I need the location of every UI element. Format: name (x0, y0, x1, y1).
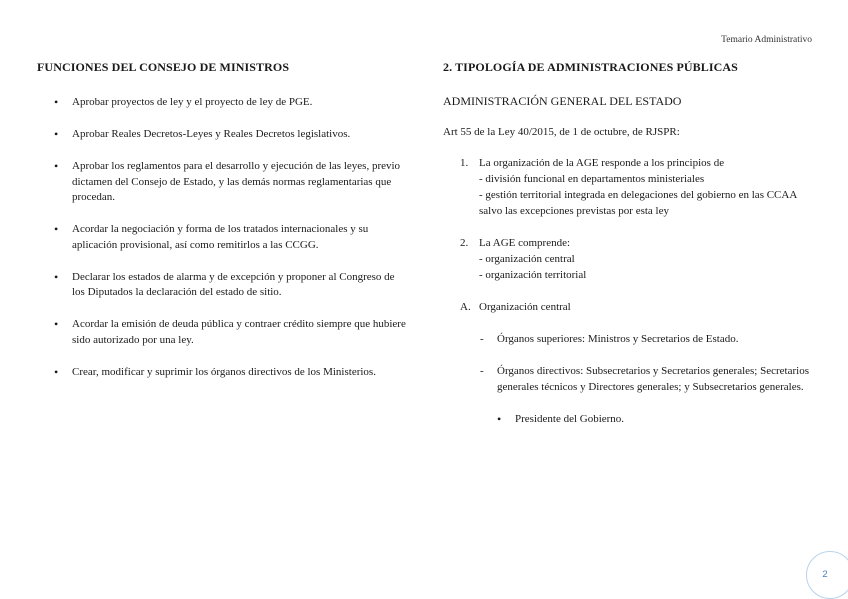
item-line: - gestión territorial integrada en delegaciones del gobierno en las CCAA (479, 189, 798, 201)
item-line: salvo las excepciones previstas por esta ley (479, 205, 669, 217)
item-marker: 2. (460, 237, 469, 249)
sub-list-item: • Presidente del Gobierno. (443, 411, 813, 427)
running-header: Temario Administrativo (721, 35, 812, 45)
list-item: • Crear, modificar y suprimir los órganos directivos de los Ministerios. (37, 365, 407, 381)
page-number: 2 (822, 569, 828, 580)
item-line: - división funcional en departamentos ministeriales (479, 173, 705, 185)
item-line: Organización central (479, 301, 571, 313)
left-column (37, 60, 407, 397)
list-item: • Declarar los estados de alarma y de excepción y proponer al Congreso de los Diputados la declaración del estado de sitio. (37, 270, 407, 301)
right-column (443, 60, 813, 427)
list-item: • Aprobar los reglamentos para el desarrollo y ejecución de las leyes, previo dictamen del Consejo de Estado, y las demás normas reglamentarias que procedan. (37, 159, 407, 206)
section-subtitle: ADMINISTRACIÓN GENERAL DEL ESTADO (443, 94, 682, 108)
functions-list (37, 95, 407, 380)
item-line: - organización territorial (479, 269, 587, 281)
item-line: La AGE comprende: (479, 237, 571, 249)
list-item: • Acordar la negociación y forma de los tratados internacionales y su aplicación provisional, así como remitirlos a las CCGG. (37, 222, 407, 253)
list-item: • Aprobar Reales Decretos-Leyes y Reales Decretos legislativos. (37, 127, 407, 143)
list-item: • Aprobar proyectos de ley y el proyecto de ley de PGE. (37, 95, 407, 111)
list-item: • Acordar la emisión de deuda pública y contraer crédito siempre que hubiere sido autorizado por una ley. (37, 317, 407, 348)
item-marker: 1. (460, 157, 469, 169)
organs-list (443, 331, 813, 395)
numbered-item-1 (443, 155, 813, 219)
lettered-item-a (443, 299, 813, 315)
item-marker: A. (460, 301, 471, 313)
list-item: - Órganos superiores: Ministros y Secretarios de Estado. (443, 331, 813, 347)
item-line: - organización central (479, 253, 575, 265)
article-reference: Art 55 de la Ley 40/2015, de 1 de octubre, de RJSPR: (443, 126, 680, 138)
left-heading: FUNCIONES DEL CONSEJO DE MINISTROS (37, 60, 290, 74)
item-line: La organización de la AGE responde a los principios de (479, 157, 725, 169)
numbered-item-2 (443, 235, 813, 283)
right-heading: 2. TIPOLOGÍA DE ADMINISTRACIONES PÚBLICAS (443, 60, 738, 74)
list-item: - Órganos directivos: Subsecretarios y Secretarios generales; Secretarios generales técnicos y Directores generales; y Subsecretarios generales. (443, 363, 813, 395)
